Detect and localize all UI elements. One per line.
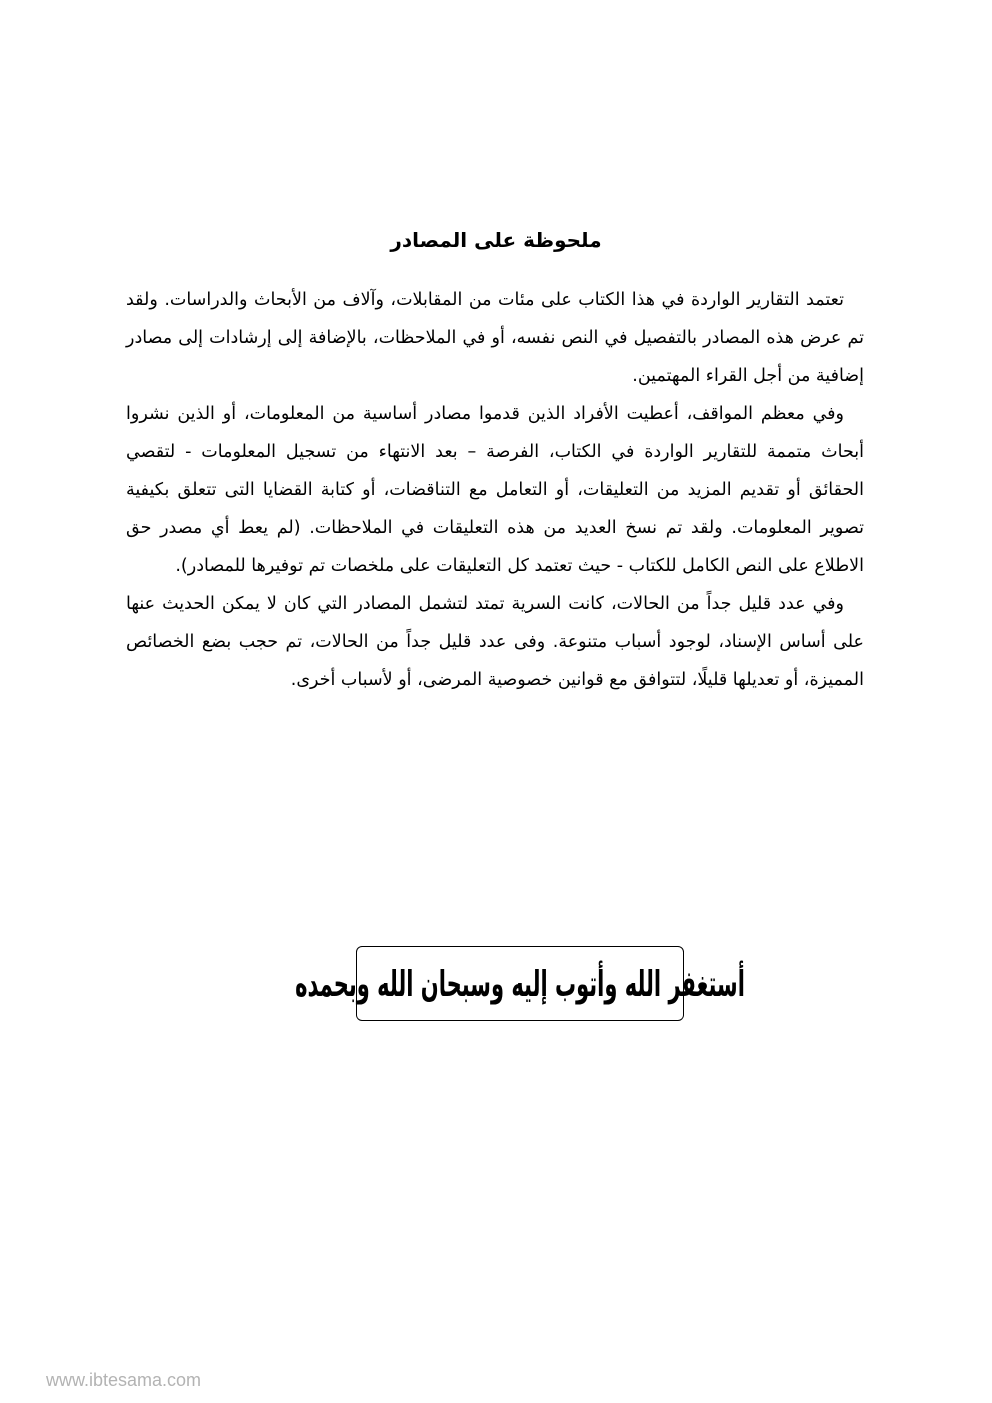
page-title: ملحوظة على المصادر — [390, 228, 602, 252]
dhikr-text: أستغفر الله وأتوب إليه وسبحان الله وبحمده — [295, 963, 745, 1004]
site-watermark: www.ibtesama.com — [46, 1370, 202, 1390]
paragraph-1: تعتمد التقارير الواردة في هذا الكتاب على مئات من المقابلات، وآلاف من الأبحاث والدراسات. ولقد تم عرض هذه المصادر بالتفصيل في النص نفسه، أو في الملاحظات، بالإضافة إلى إرشادات إلى مصادر إضافية من أجل القراء المهتمين. — [126, 290, 864, 386]
body-text — [126, 281, 864, 699]
paragraph-3: وفي عدد قليل جداً من الحالات، كانت السرية تمتد لتشمل المصادر التي كان لا يمكن الحديث عنها على أساس الإسناد، لوجود أسباب متنوعة. وفى عدد قليل جداً من الحالات، تم حجب بضع الخصائص المميزة، أو تعديلها قليلًا، لتتوافق مع قوانين خصوصية المرضى، أو لأسباب أخرى. — [126, 594, 864, 690]
dhikr-box — [295, 946, 745, 1021]
paragraph-2: وفي معظم المواقف، أعطيت الأفراد الذين قدموا مصادر أساسية من المعلومات، أو الذين نشروا أبحاث متممة للتقارير الواردة في الكتاب، الفرصة – بعد الانتهاء من تسجيل المعلومات - لتقصي الحقائق أو تقديم المزيد من التعليقات، أو التعامل مع التناقضات، أو كتابة القضايا التى تتعلق بكيفية تصوير المعلومات. ولقد تم نسخ العديد من هذه التعليقات في الملاحظات. (لم يعط أي مصدر حق الاطلاع على النص الكامل للكتاب - حيث تعتمد كل التعليقات على ملخصات تم توفيرها للمصادر). — [126, 404, 864, 576]
